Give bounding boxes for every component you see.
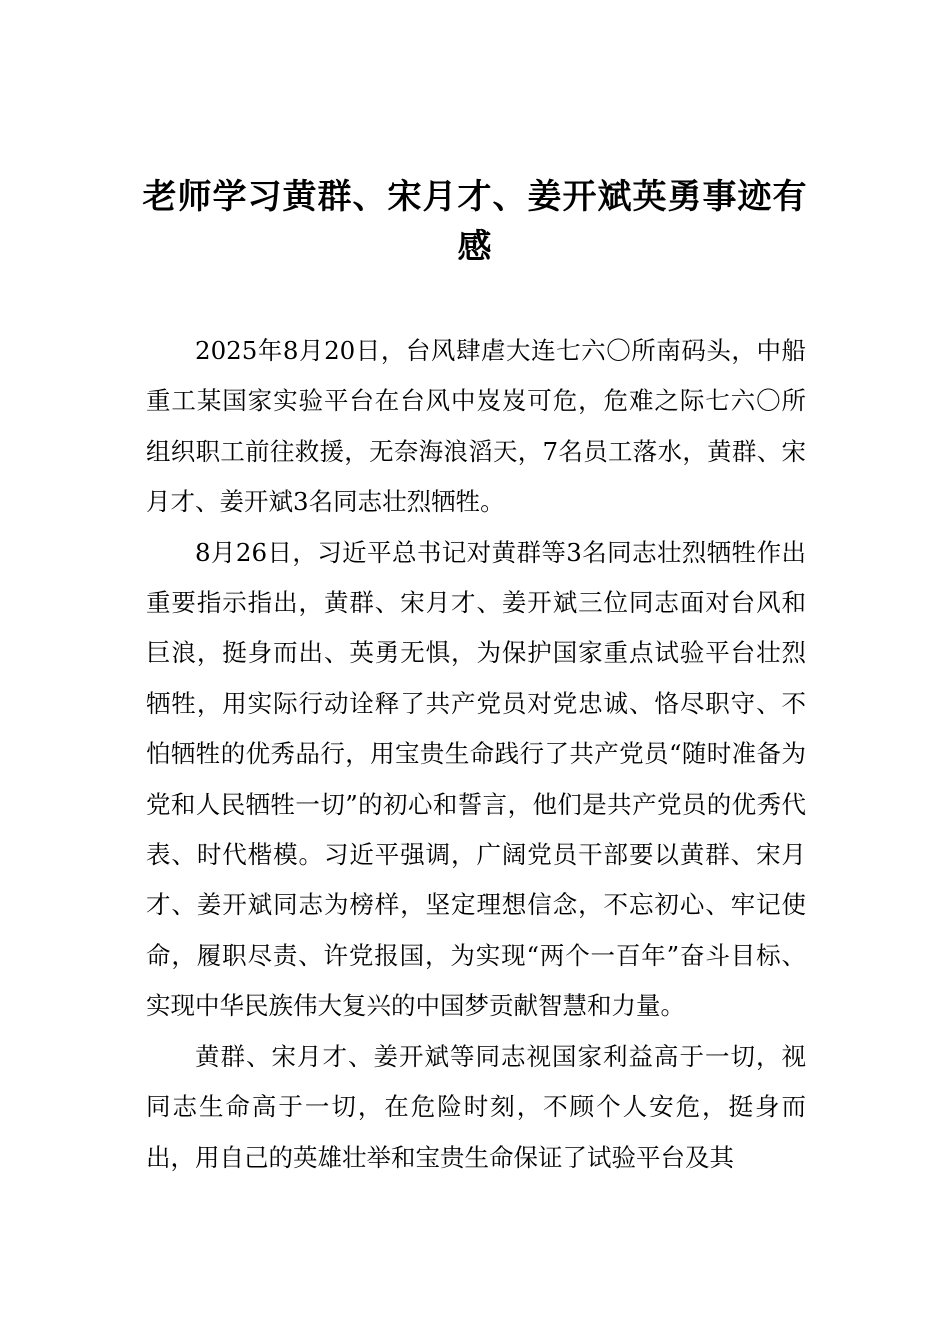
paragraph: 黄群、宋月才、姜开斌等同志视国家利益高于一切，视同志生命高于一切，在危险时刻，不顾个人安危，挺身而出，用自己的英雄壮举和宝贵生命保证了试验平台及其 xyxy=(146,1041,806,1172)
document-title: 老师学习黄群、宋月才、姜开斌英勇事迹有感 xyxy=(142,177,808,267)
document-body xyxy=(146,326,806,1183)
paragraph: 2025年8月20日，台风肆虐大连七六〇所南码头，中船重工某国家实验平台在台风中岌岌可危，危难之际七六〇所组织职工前往救援，无奈海浪滔天，7名员工落水，黄群、宋月才、姜开斌3名同志壮烈牺牲。 xyxy=(146,336,806,517)
paragraph: 8月26日，习近平总书记对黄群等3名同志壮烈牺牲作出重要指示指出，黄群、宋月才、姜开斌三位同志面对台风和巨浪，挺身而出、英勇无惧，为保护国家重点试验平台壮烈牺牲，用实际行动诠释了共产党员对党忠诚、恪尽职守、不怕牺牲的优秀品行，用宝贵生命践行了共产党员“随时准备为党和人民牺牲一切”的初心和誓言，他们是共产党员的优秀代表、时代楷模。习近平强调，广阔党员干部要以黄群、宋月才、姜开斌同志为榜样，坚定理想信念，不忘初心、牢记使命，履职尽责、许党报国，为实现“两个一百年”奋斗目标、实现中华民族伟大复兴的中国梦贡献智慧和力量。 xyxy=(146,537,806,1021)
